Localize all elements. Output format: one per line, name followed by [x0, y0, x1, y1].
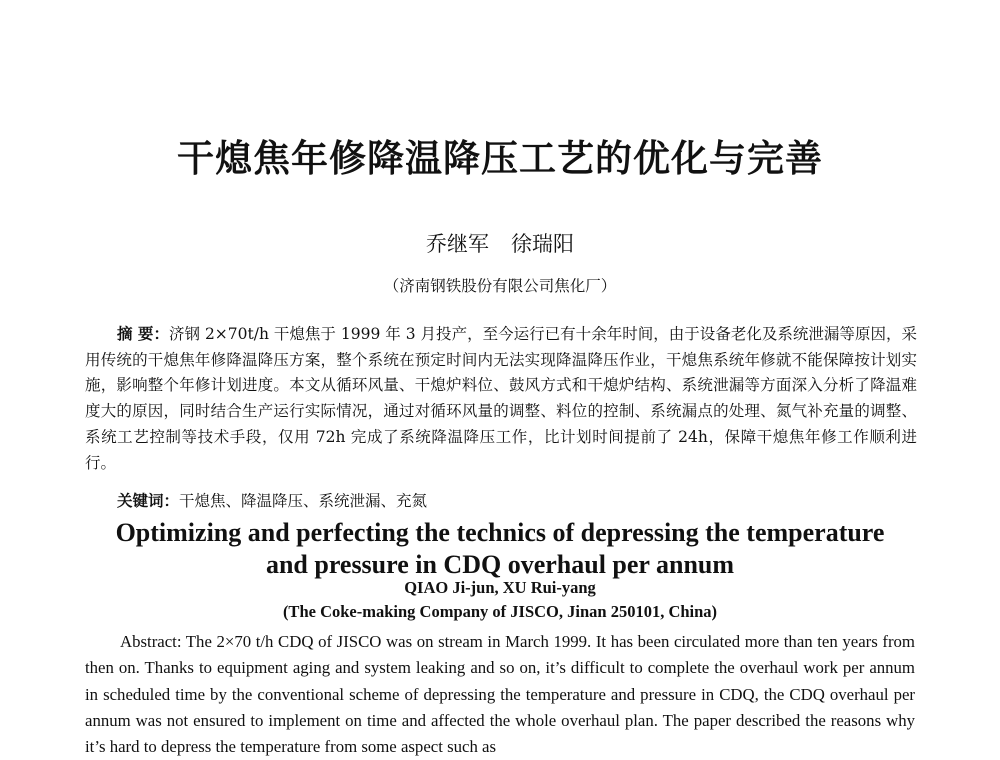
chinese-keywords — [117, 489, 427, 513]
author-1: 乔继军 — [426, 232, 489, 256]
english-abstract: Abstract: The 2×70 t/h CDQ of JISCO was on stream in March 1999. It has been circulated more than ten years from then on. Thanks to equipment aging and system leaking and so on, it’s difficult to complete the overhaul work per annum in scheduled time by the conventional scheme of depressing the temperature and pressure in CDQ, the CDQ overhaul per annum was not ensured to implement on time and affected the whole overhaul plan. The paper described the reasons why it’s hard to depress the temperature from some aspect such as — [85, 632, 915, 757]
english-title — [85, 517, 915, 581]
chinese-abstract — [85, 322, 917, 476]
chinese-authors — [0, 228, 1000, 258]
chinese-affiliation: （济南钢铁股份有限公司焦化厂） — [383, 277, 617, 295]
chinese-keywords-text: 干熄焦、降温降压、系统泄漏、充氮 — [179, 492, 428, 510]
chinese-title: 干熄焦年修降温降压工艺的优化与完善 — [177, 137, 823, 180]
author-2: 徐瑞阳 — [511, 232, 574, 256]
chinese-abstract-label: 摘 要： — [117, 325, 169, 343]
english-title-line-1: Optimizing and perfecting the technics of depressing the temperature — [115, 518, 885, 547]
english-authors: QIAO Ji-jun, XU Rui-yang — [404, 578, 596, 597]
english-affiliation: (The Coke-making Company of JISCO, Jinan 250101, China) — [282, 602, 718, 621]
chinese-abstract-text: 济钢 2×70t/h 干熄焦于 1999 年 3 月投产，至今运行已有十余年时间，由于设备老化及系统泄漏等原因，采用传统的干熄焦年修降温降压方案，整个系统在预定时间内无法实现降温降压作业，干熄焦系统年修就不能保障按计划实施，影响整个年修计划进度。本文从循环风量、干熄炉料位、鼓风方式和干熄炉结构、系统泄漏等方面深入分析了降温难度大的原因，同时结合生产运行实际情况，通过对循环风量的调整、料位的控制、系统漏点的处理、氮气补充量的调整、系统工艺控制等技术手段，仅用 72h 完成了系统降温降压工作，比计划时间提前了 24h，保障干熄焦年修工作顺利进行。 — [85, 325, 917, 472]
english-title-line-2: and pressure in CDQ overhaul per annum — [265, 550, 735, 579]
chinese-keywords-label: 关键词： — [117, 492, 180, 510]
